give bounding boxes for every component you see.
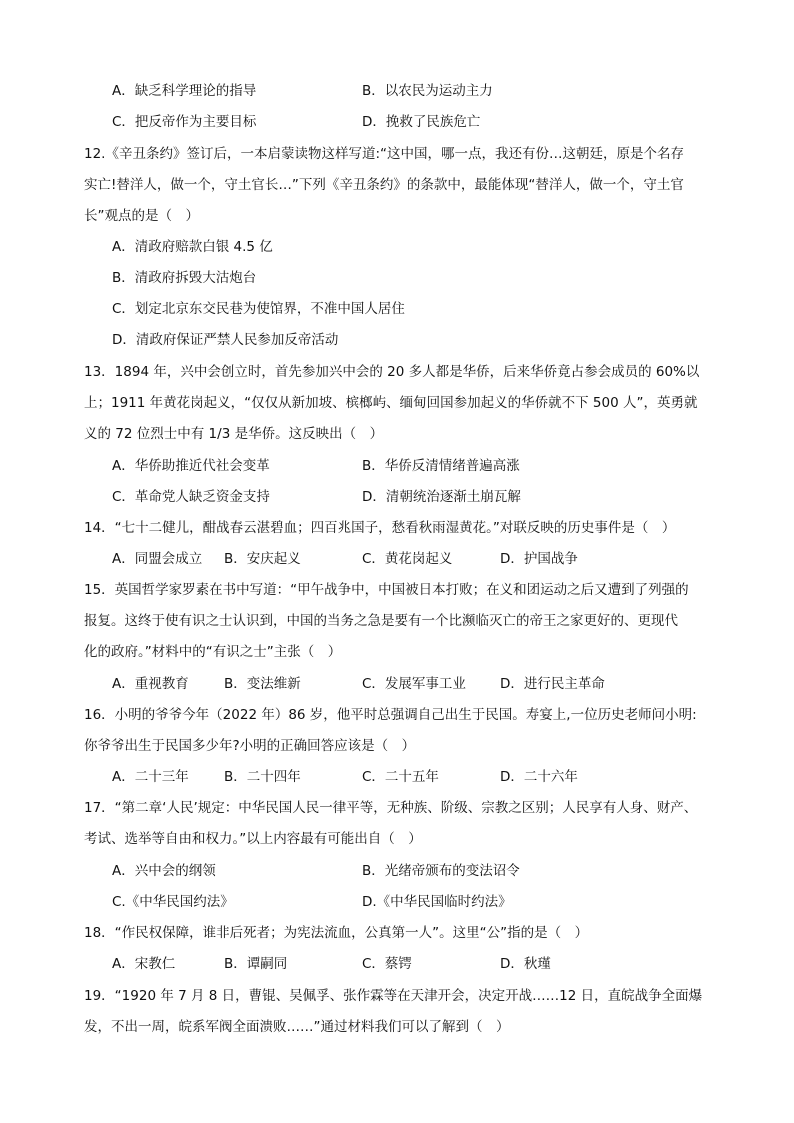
q12-option-b: B．清政府拆毁大沽炮台 (112, 270, 257, 286)
q11-option-a: A．缺乏科学理论的指导 (112, 83, 257, 99)
q12-option-c: C．划定北京东交民巷为使馆界，不准中国人居住 (112, 301, 405, 317)
q12-option-d: D．清政府保证严禁人民参加反帝活动 (112, 332, 339, 348)
q16-stem-line-1: 16．小明的爷爷今年（2022 年）86 岁，他平时总强调自己出生于民国。寿宴上,一位历史老师问小明: (84, 707, 697, 723)
q16-option-b: B．二十四年 (224, 769, 301, 785)
q17-option-c: C.《中华民国约法》 (112, 894, 234, 910)
q17-option-b: B．光绪帝颁布的变法诏令 (362, 863, 520, 879)
q15-option-d: D．进行民主革命 (500, 676, 605, 692)
q18-option-c: C．蔡锷 (362, 956, 412, 972)
q18-option-b: B．谭嗣同 (224, 956, 288, 972)
q19-stem-line-1: 19．“1920 年 7 月 8 日，曹锟、吴佩孚、张作霖等在天津开会，决定开战……12 日，直皖战争全面爆 (84, 988, 703, 1004)
q18-stem-line-1: 18．“作民权保障，谁非后死者；为宪法流血，公真第一人”。这里“公”指的是（ ） (84, 925, 589, 941)
q19-stem-line-2: 发，不出一周，皖系军阀全面溃败……”通过材料我们可以了解到（ ） (84, 1019, 510, 1035)
q12-option-a: A．清政府赔款白银 4.5 亿 (112, 239, 273, 255)
q11-option-d: D．挽救了民族危亡 (362, 114, 481, 130)
q15-stem-line-2: 报复。这终于使有识之士认识到，中国的当务之急是要有一个比濒临灭亡的帝王之家更好的、更现代 (84, 613, 678, 629)
q12-stem-line-1: 12.《辛丑条约》签订后，一本启蒙读物这样写道:“这中国，哪一点，我还有份…这朝廷，原是个名存 (84, 146, 685, 162)
q13-option-d: D．清朝统治逐渐土崩瓦解 (362, 489, 521, 505)
q14-stem-line-1: 14．“七十二健儿，酣战春云湛碧血；四百兆国子，愁看秋雨湿黄花。”对联反映的历史事件是（ ） (84, 520, 676, 536)
q13-option-c: C．革命党人缺乏资金支持 (112, 489, 270, 505)
q17-stem-line-2: 考试、选举等自由和权力。”以上内容最有可能出自（ ） (84, 831, 422, 847)
q17-option-d: D.《中华民国临时约法》 (362, 894, 512, 910)
q12-stem-line-2: 实亡!替洋人，做一个，守土官长…”下列《辛丑条约》的条款中，最能体现“替洋人，做一个，守土官 (84, 177, 684, 193)
q13-option-a: A．华侨助推近代社会变革 (112, 458, 270, 474)
q17-stem-line-1: 17．“第二章‘人民’规定：中华民国人民一律平等，无种族、阶级、宗教之区别；人民享有人身、财产、 (84, 800, 698, 816)
q14-option-b: B．安庆起义 (224, 551, 301, 567)
q15-stem-line-1: 15．英国哲学家罗素在书中写道：“甲午战争中，中国被日本打败；在义和团运动之后又遭到了列强的 (84, 582, 689, 598)
q11-option-b: B．以农民为运动主力 (362, 83, 493, 99)
q16-stem-line-2: 你爷爷出生于民国多少年?小明的正确回答应该是（ ） (84, 738, 416, 754)
q11-option-c: C．把反帝作为主要目标 (112, 114, 257, 130)
q16-option-a: A．二十三年 (112, 769, 189, 785)
q16-option-d: D．二十六年 (500, 769, 578, 785)
q15-option-b: B．变法维新 (224, 676, 301, 692)
q13-option-b: B．华侨反清情绪普遍高涨 (362, 458, 520, 474)
q18-option-a: A．宋教仁 (112, 956, 176, 972)
q13-stem-line-1: 13．1894 年，兴中会创立时，首先参加兴中会的 20 多人都是华侨，后来华侨竟占参会成员的 60%以 (84, 364, 700, 380)
q13-stem-line-2: 上；1911 年黄花岗起义，“仅仅从新加坡、槟榔屿、缅甸回国参加起义的华侨就不下 500 人”，英勇就 (84, 395, 698, 411)
q12-stem-line-3: 长”观点的是（ ） (84, 208, 199, 224)
q18-option-d: D．秋瑾 (500, 956, 551, 972)
q14-option-c: C．黄花岗起义 (362, 551, 453, 567)
q15-option-a: A．重视教育 (112, 676, 189, 692)
q14-option-d: D．护国战争 (500, 551, 578, 567)
q16-option-c: C．二十五年 (362, 769, 439, 785)
q15-option-c: C．发展军事工业 (362, 676, 466, 692)
q13-stem-line-3: 义的 72 位烈士中有 1/3 是华侨。这反映出（ ） (84, 426, 384, 442)
q15-stem-line-3: 化的政府。”材料中的“有识之士”主张（ ） (84, 644, 342, 660)
q17-option-a: A．兴中会的纲领 (112, 863, 216, 879)
q14-option-a: A．同盟会成立 (112, 551, 203, 567)
